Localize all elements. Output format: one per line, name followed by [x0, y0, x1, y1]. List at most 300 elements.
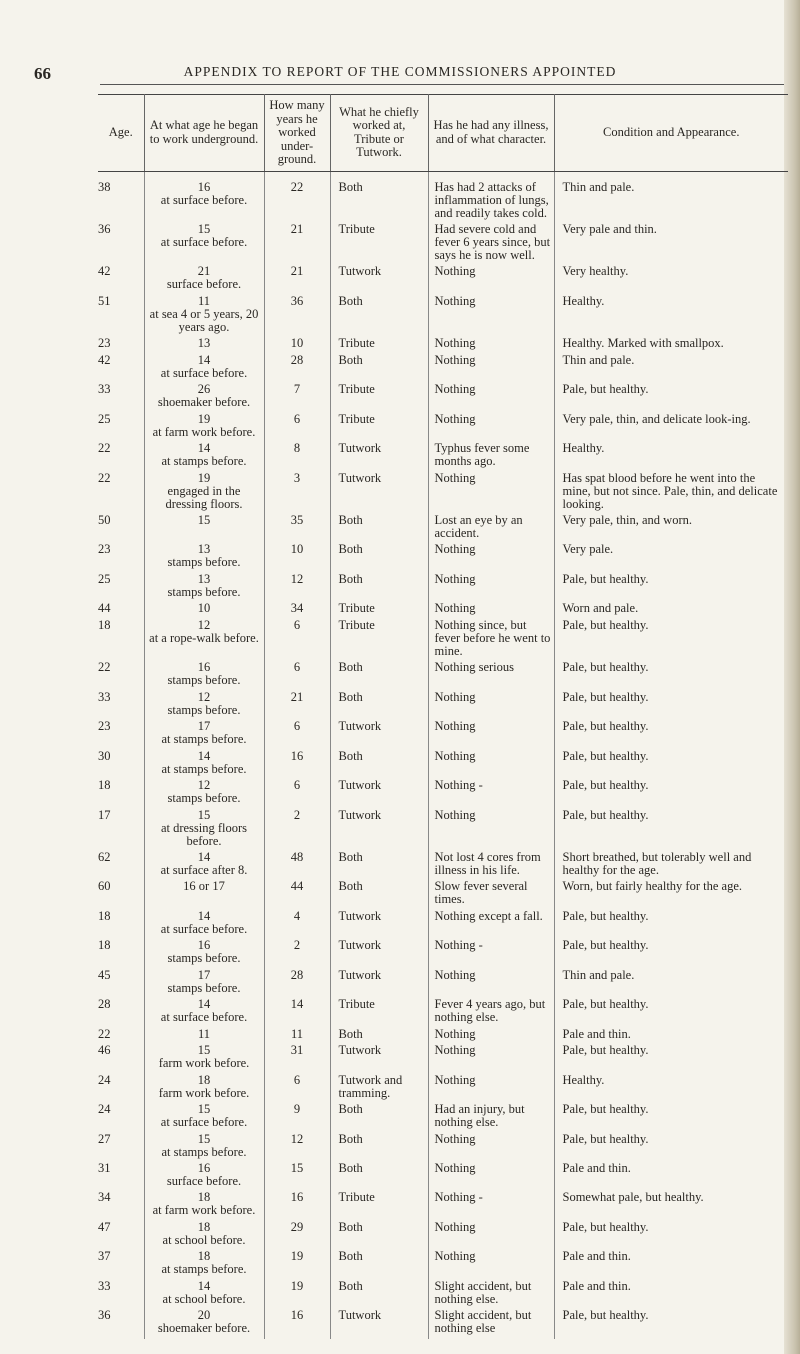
- cell-illness: Nothing: [428, 1074, 554, 1103]
- cell-condition: Pale, but healthy.: [562, 660, 649, 675]
- cell-condition: Pale, but healthy.: [562, 748, 649, 763]
- table-row: [98, 472, 788, 514]
- cell-age: 24: [98, 1074, 144, 1103]
- cell-illness: Slow fever several times.: [428, 880, 554, 909]
- began-note: at surface before.: [160, 234, 248, 249]
- began-age: 21: [197, 264, 211, 279]
- cell-years: 6: [264, 779, 330, 808]
- cell-condition: Very pale and thin.: [562, 221, 657, 236]
- table-row: [98, 1028, 788, 1044]
- table-row: [98, 1074, 788, 1103]
- cell-condition: Pale, but healthy.: [562, 1131, 649, 1146]
- began-note: stamps before.: [167, 673, 241, 688]
- began-note: surface before.: [166, 1174, 242, 1188]
- cell-work: Tribute: [330, 602, 428, 618]
- began-age: 11: [197, 293, 211, 308]
- cell-years: 6: [264, 413, 330, 442]
- began-age: 15: [197, 1043, 211, 1058]
- table-row: [98, 1162, 788, 1191]
- cell-work: Tutwork: [330, 442, 428, 471]
- table-row: [98, 354, 788, 383]
- cell-work: Both: [330, 1103, 428, 1132]
- table-row: [98, 661, 788, 690]
- cell-illness: Nothing: [428, 354, 554, 383]
- col-header-began: At what age he began to work underground.: [144, 95, 264, 172]
- cell-illness: Nothing: [428, 1133, 554, 1162]
- cell-condition: Pale, but healthy.: [562, 1219, 649, 1234]
- cell-work: Tutwork and tramming.: [330, 1074, 428, 1103]
- cell-illness: Nothing since, but fever before he went to mine.: [428, 619, 554, 661]
- began-note: at surface before.: [160, 365, 248, 380]
- began-age: 16: [197, 938, 211, 953]
- table-row: [98, 1044, 788, 1073]
- cell-age: 36: [98, 1309, 144, 1338]
- began-age: 15: [197, 1131, 211, 1146]
- cell-age: 22: [98, 472, 144, 514]
- cell-illness: Had an injury, but nothing else.: [428, 1103, 554, 1132]
- cell-illness: Nothing: [428, 602, 554, 618]
- cell-age: 33: [98, 1280, 144, 1309]
- cell-began: [144, 354, 264, 383]
- cell-years: 6: [264, 619, 330, 661]
- cell-years: 36: [264, 295, 330, 337]
- col-header-work: What he chiefly worked at, Tribute or Tutwork.: [330, 95, 428, 172]
- cell-condition: Healthy. Marked with smallpox.: [562, 336, 724, 351]
- cell-years: 2: [264, 809, 330, 851]
- cell-began: [144, 750, 264, 779]
- cell-condition: Pale, but healthy.: [562, 1043, 649, 1058]
- cell-work: Both: [330, 514, 428, 543]
- cell-years: 16: [264, 1191, 330, 1220]
- cell-began: [144, 1103, 264, 1132]
- cell-years: 8: [264, 442, 330, 471]
- cell-began: [144, 413, 264, 442]
- cell-work: Tutwork: [330, 1309, 428, 1338]
- cell-condition: Pale and thin.: [562, 1161, 631, 1175]
- cell-work: Both: [330, 171, 428, 223]
- table-row: [98, 1133, 788, 1162]
- cell-began: [144, 720, 264, 749]
- table-row: [98, 573, 788, 602]
- cell-years: 35: [264, 514, 330, 543]
- table-row: [98, 337, 788, 353]
- cell-age: 46: [98, 1044, 144, 1073]
- cell-condition: Worn and pale.: [562, 601, 639, 616]
- cell-work: Tutwork: [330, 779, 428, 808]
- cell-years: 19: [264, 1280, 330, 1309]
- cell-years: 3: [264, 472, 330, 514]
- cell-work: Both: [330, 691, 428, 720]
- cell-years: 11: [264, 1028, 330, 1044]
- began-age: 18: [197, 1249, 211, 1264]
- cell-began: [144, 543, 264, 572]
- cell-years: 7: [264, 383, 330, 412]
- cell-age: 23: [98, 337, 144, 353]
- cell-illness: Nothing: [428, 720, 554, 749]
- cell-years: 9: [264, 1103, 330, 1132]
- cell-work: Tribute: [330, 1191, 428, 1220]
- cell-age: 18: [98, 779, 144, 808]
- began-age: 14: [197, 997, 211, 1012]
- began-age: 15: [197, 1102, 211, 1117]
- cell-began: [144, 295, 264, 337]
- began-note: at farm work before.: [152, 424, 256, 439]
- cell-years: 48: [264, 851, 330, 880]
- cell-illness: Had severe cold and fever 6 years since, but says he is now well.: [428, 223, 554, 265]
- cell-illness: Not lost 4 cores from illness in his life.: [428, 851, 554, 880]
- began-note: stamps before.: [167, 951, 241, 966]
- cell-age: 24: [98, 1103, 144, 1132]
- cell-illness: Nothing serious: [428, 661, 554, 690]
- began-note: at surface before.: [160, 1115, 248, 1130]
- table-row: [98, 1280, 788, 1309]
- cell-years: 44: [264, 880, 330, 909]
- cell-began: [144, 1162, 264, 1191]
- cell-years: 34: [264, 602, 330, 618]
- cell-years: 6: [264, 1074, 330, 1103]
- cell-age: 42: [98, 265, 144, 294]
- table-row: [98, 265, 788, 294]
- cell-work: Both: [330, 1221, 428, 1250]
- began-age: 17: [197, 967, 211, 982]
- cell-condition: Somewhat pale, but healthy.: [562, 1190, 704, 1205]
- began-age: 16: [197, 1161, 211, 1175]
- began-age: 11: [197, 1026, 211, 1041]
- began-note: at surface before.: [160, 192, 248, 207]
- cell-illness: Nothing: [428, 691, 554, 720]
- began-age: 16: [197, 660, 211, 675]
- cell-work: Both: [330, 1162, 428, 1191]
- cell-age: 36: [98, 223, 144, 265]
- began-age: 26: [197, 382, 211, 397]
- cell-work: Tribute: [330, 223, 428, 265]
- table-body: [98, 171, 788, 1339]
- cell-years: 28: [264, 969, 330, 998]
- table-row: [98, 969, 788, 998]
- cell-began: [144, 1133, 264, 1162]
- began-age: 12: [197, 617, 211, 632]
- cell-work: Tribute: [330, 998, 428, 1027]
- began-note: at school before.: [162, 1232, 246, 1247]
- cell-age: 42: [98, 354, 144, 383]
- cell-condition: Thin and pale.: [562, 179, 635, 194]
- cell-began: [144, 969, 264, 998]
- cell-began: [144, 1221, 264, 1250]
- cell-years: 21: [264, 223, 330, 265]
- cell-condition: Pale and thin.: [562, 1249, 631, 1264]
- cell-work: Tutwork: [330, 910, 428, 939]
- table-row: [98, 851, 788, 880]
- began-age: 14: [197, 908, 211, 923]
- cell-began: [144, 514, 264, 543]
- began-note: at a rope-walk before.: [149, 630, 259, 645]
- table-row: [98, 442, 788, 471]
- cell-began: [144, 472, 264, 514]
- cell-age: 25: [98, 413, 144, 442]
- cell-illness: Nothing: [428, 543, 554, 572]
- began-age: 14: [197, 748, 211, 763]
- cell-illness: Fever 4 years ago, but nothing else.: [428, 998, 554, 1027]
- table-row: [98, 514, 788, 543]
- cell-illness: Lost an eye by an accident.: [428, 514, 554, 543]
- cell-work: Both: [330, 661, 428, 690]
- cell-condition: Pale, but healthy.: [562, 807, 649, 822]
- cell-began: [144, 619, 264, 661]
- table-row: [98, 171, 788, 223]
- cell-age: 22: [98, 1028, 144, 1044]
- col-header-years: How many years he worked under-ground.: [264, 95, 330, 172]
- cell-condition: Worn, but fairly healthy for the age.: [562, 879, 742, 894]
- began-note: at surface before.: [160, 921, 248, 936]
- cell-condition: Pale, but healthy.: [562, 719, 649, 734]
- cell-condition: Pale, but healthy.: [562, 1102, 649, 1117]
- cell-began: [144, 851, 264, 880]
- cell-began: [144, 1309, 264, 1338]
- cell-illness: Nothing: [428, 1250, 554, 1279]
- table-row: [98, 779, 788, 808]
- cell-condition: Healthy.: [562, 441, 605, 456]
- cell-began: [144, 171, 264, 223]
- cell-years: 21: [264, 691, 330, 720]
- began-note: stamps before.: [167, 555, 241, 570]
- cell-illness: Has had 2 attacks of inflammation of lungs, and readily takes cold.: [428, 171, 554, 223]
- began-note: at stamps before.: [161, 732, 247, 747]
- table-row: [98, 1103, 788, 1132]
- began-age: 13: [197, 542, 211, 557]
- cell-work: Tutwork: [330, 720, 428, 749]
- cell-began: [144, 1191, 264, 1220]
- cell-age: 33: [98, 691, 144, 720]
- cell-began: [144, 939, 264, 968]
- cell-work: Both: [330, 295, 428, 337]
- cell-condition: Pale, but healthy.: [562, 908, 649, 923]
- cell-illness: Nothing except a fall.: [428, 910, 554, 939]
- began-age: 13: [197, 336, 211, 351]
- began-note: shoemaker before.: [157, 1321, 251, 1336]
- cell-began: [144, 265, 264, 294]
- cell-work: Both: [330, 354, 428, 383]
- began-note: at sea 4 or 5 years, 20 years ago.: [149, 306, 259, 334]
- cell-condition: Pale, but healthy.: [562, 1308, 649, 1323]
- cell-began: [144, 223, 264, 265]
- began-note: at stamps before.: [161, 1144, 247, 1159]
- cell-condition: Short breathed, but tolerably well and healthy for the age.: [562, 850, 752, 878]
- table-row: [98, 543, 788, 572]
- cell-began: [144, 998, 264, 1027]
- cell-illness: Nothing: [428, 383, 554, 412]
- table-row: [98, 295, 788, 337]
- table-row: [98, 223, 788, 265]
- cell-age: 25: [98, 573, 144, 602]
- began-age: 18: [197, 1219, 211, 1234]
- table-row: [98, 998, 788, 1027]
- cell-illness: Nothing: [428, 413, 554, 442]
- cell-condition: Pale, but healthy.: [562, 382, 649, 397]
- began-note: stamps before.: [167, 980, 241, 995]
- cell-began: [144, 383, 264, 412]
- began-note: stamps before.: [167, 791, 241, 806]
- cell-work: Tutwork: [330, 969, 428, 998]
- cell-work: Both: [330, 750, 428, 779]
- cell-began: [144, 337, 264, 353]
- cell-years: 2: [264, 939, 330, 968]
- began-note: engaged in the dressing floors.: [165, 483, 243, 511]
- began-age: 14: [197, 1278, 211, 1293]
- cell-work: Both: [330, 1250, 428, 1279]
- cell-work: Tutwork: [330, 1044, 428, 1073]
- col-header-condition: Condition and Appearance.: [554, 95, 788, 172]
- began-age: 12: [197, 778, 211, 793]
- began-age: 18: [197, 1072, 211, 1087]
- began-note: stamps before.: [167, 584, 241, 599]
- cell-years: 22: [264, 171, 330, 223]
- cell-age: 28: [98, 998, 144, 1027]
- began-age: 13: [197, 571, 211, 586]
- cell-age: 45: [98, 969, 144, 998]
- cell-work: Both: [330, 543, 428, 572]
- table-row: [98, 1250, 788, 1279]
- cell-illness: Slight accident, but nothing else: [428, 1309, 554, 1338]
- cell-illness: Typhus fever some months ago.: [428, 442, 554, 471]
- cell-condition: Pale, but healthy.: [562, 689, 649, 704]
- cell-illness: Nothing: [428, 265, 554, 294]
- cell-age: 23: [98, 543, 144, 572]
- cell-condition: Pale, but healthy.: [562, 938, 649, 953]
- cell-age: 44: [98, 602, 144, 618]
- cell-began: [144, 1044, 264, 1073]
- cell-years: 10: [264, 543, 330, 572]
- began-note: at farm work before.: [152, 1203, 256, 1218]
- began-age: 19: [197, 470, 211, 485]
- cell-illness: Slight accident, but nothing else.: [428, 1280, 554, 1309]
- cell-illness: Nothing: [428, 573, 554, 602]
- table-row: [98, 1191, 788, 1220]
- cell-began: [144, 1250, 264, 1279]
- cell-years: 12: [264, 1133, 330, 1162]
- cell-age: 33: [98, 383, 144, 412]
- cell-years: 21: [264, 265, 330, 294]
- began-note: at dressing floors before.: [160, 820, 248, 848]
- began-age: 15: [197, 807, 211, 822]
- header-rule: [100, 84, 800, 85]
- cell-condition: Very healthy.: [562, 264, 629, 279]
- began-age: 12: [197, 689, 211, 704]
- began-age: 20: [197, 1308, 211, 1323]
- cell-illness: Nothing -: [428, 779, 554, 808]
- cell-began: [144, 1074, 264, 1103]
- table-row: [98, 602, 788, 618]
- cell-began: [144, 691, 264, 720]
- cell-age: 34: [98, 1191, 144, 1220]
- began-note: surface before.: [166, 277, 242, 292]
- cell-age: 23: [98, 720, 144, 749]
- cell-work: Tutwork: [330, 265, 428, 294]
- began-note: farm work before.: [158, 1085, 250, 1100]
- cell-age: 22: [98, 661, 144, 690]
- began-age: 10: [197, 601, 211, 616]
- cell-began: [144, 442, 264, 471]
- page-number: 66: [34, 64, 51, 83]
- began-age: 18: [197, 1190, 211, 1205]
- cell-age: 30: [98, 750, 144, 779]
- cell-work: Tribute: [330, 619, 428, 661]
- cell-work: Tutwork: [330, 809, 428, 851]
- cell-years: 14: [264, 998, 330, 1027]
- cell-illness: Nothing: [428, 1221, 554, 1250]
- cell-illness: Nothing: [428, 1162, 554, 1191]
- cell-condition: Pale and thin.: [562, 1026, 631, 1041]
- table-row: [98, 939, 788, 968]
- cell-illness: Nothing -: [428, 939, 554, 968]
- cell-years: 29: [264, 1221, 330, 1250]
- cell-age: 18: [98, 939, 144, 968]
- cell-age: 27: [98, 1133, 144, 1162]
- table-header-row: [98, 95, 788, 172]
- table-row: [98, 809, 788, 851]
- cell-began: [144, 910, 264, 939]
- table-row: [98, 383, 788, 412]
- began-age: 16: [197, 179, 211, 194]
- cell-age: 38: [98, 171, 144, 223]
- began-note: at surface after 8.: [160, 863, 248, 878]
- cell-age: 18: [98, 910, 144, 939]
- cell-began: [144, 809, 264, 851]
- cell-condition: Healthy.: [562, 293, 605, 308]
- table-row: [98, 619, 788, 661]
- began-age: 17: [197, 719, 211, 734]
- cell-age: 47: [98, 1221, 144, 1250]
- cell-years: 4: [264, 910, 330, 939]
- cell-age: 18: [98, 619, 144, 661]
- began-age: 15: [197, 513, 211, 528]
- began-note: at stamps before.: [161, 761, 247, 776]
- began-age: 14: [197, 352, 211, 367]
- cell-age: 60: [98, 880, 144, 909]
- cell-illness: Nothing: [428, 337, 554, 353]
- table-row: [98, 1309, 788, 1338]
- cell-years: 15: [264, 1162, 330, 1191]
- cell-condition: Pale, but healthy.: [562, 617, 649, 632]
- cell-began: [144, 779, 264, 808]
- cell-age: 50: [98, 514, 144, 543]
- cell-condition: Healthy.: [562, 1072, 605, 1087]
- cell-illness: Nothing: [428, 969, 554, 998]
- began-note: stamps before.: [167, 702, 241, 717]
- table-row: [98, 1221, 788, 1250]
- cell-illness: Nothing: [428, 809, 554, 851]
- cell-illness: Nothing: [428, 295, 554, 337]
- cell-condition: Pale, but healthy.: [562, 571, 649, 586]
- cell-condition: Has spat blood before he went into the mine, but not since. Pale, thin, and delicate looking.: [562, 470, 778, 511]
- cell-work: Both: [330, 1028, 428, 1044]
- cell-began: [144, 573, 264, 602]
- cell-years: 6: [264, 661, 330, 690]
- cell-age: 31: [98, 1162, 144, 1191]
- began-age: 16 or 17: [183, 879, 225, 894]
- cell-illness: Nothing: [428, 750, 554, 779]
- began-age: 19: [197, 411, 211, 426]
- cell-illness: Nothing: [428, 472, 554, 514]
- cell-years: 16: [264, 750, 330, 779]
- cell-condition: Very pale.: [562, 542, 614, 557]
- running-head: APPENDIX TO REPORT OF THE COMMISSIONERS APPOINTED: [183, 64, 617, 79]
- began-note: at surface before.: [160, 1010, 248, 1025]
- cell-work: Tutwork: [330, 939, 428, 968]
- miners-table: [98, 94, 788, 1339]
- cell-work: Tribute: [330, 383, 428, 412]
- cell-condition: Pale, but healthy.: [562, 997, 649, 1012]
- table-row: [98, 910, 788, 939]
